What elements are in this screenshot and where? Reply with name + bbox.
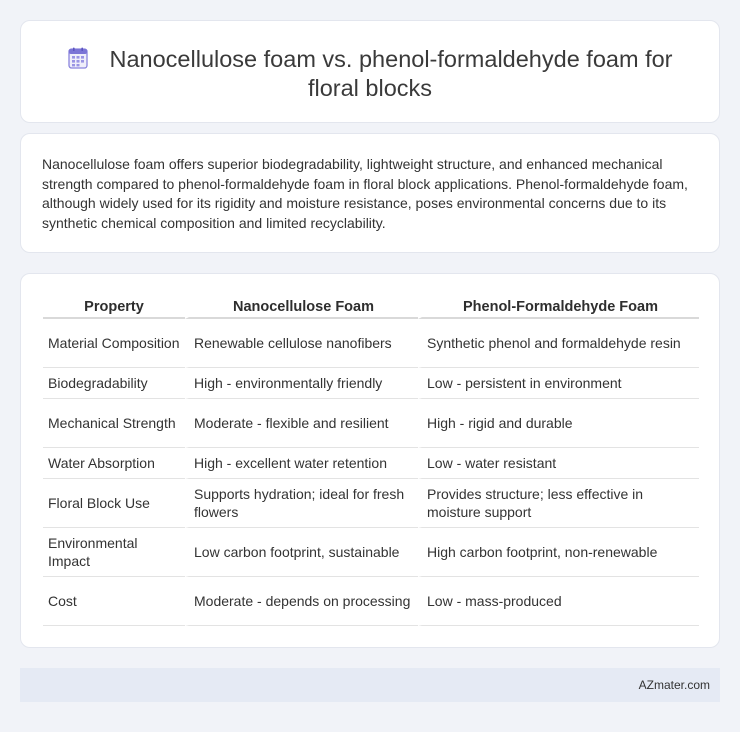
table-row — [43, 319, 699, 368]
row-property: Floral Block Use — [43, 479, 185, 528]
row-property: Cost — [43, 577, 185, 626]
row-property: Material Composition — [43, 319, 185, 368]
row-nanocellulose-value: High - environmentally friendly — [185, 368, 418, 399]
row-nanocellulose-value: Moderate - flexible and resilient — [185, 399, 418, 448]
row-property: Water Absorption — [43, 448, 185, 479]
page-title: Nanocellulose foam vs. phenol-formaldehyde foam for floral blocks — [109, 46, 673, 101]
footer-bar — [20, 668, 720, 702]
row-property: Mechanical Strength — [43, 399, 185, 448]
row-phenol-formaldehyde-value: Provides structure; less effective in moisture support — [418, 479, 699, 528]
row-phenol-formaldehyde-value: High - rigid and durable — [418, 399, 699, 448]
header-phenol-formaldehyde: Phenol-Formaldehyde Foam — [418, 294, 699, 319]
row-nanocellulose-value: High - excellent water retention — [185, 448, 418, 479]
table-row — [43, 448, 699, 479]
table-row — [43, 479, 699, 528]
table-row — [43, 399, 699, 448]
comparison-table — [43, 294, 699, 626]
row-phenol-formaldehyde-value: High carbon footprint, non-renewable — [418, 528, 699, 577]
table-row — [43, 577, 699, 626]
title-wrap — [21, 45, 719, 103]
footer-site-label: AZmater.com — [638, 678, 710, 692]
row-property: Environmental Impact — [43, 528, 185, 577]
row-phenol-formaldehyde-value: Synthetic phenol and formaldehyde resin — [418, 319, 699, 368]
row-phenol-formaldehyde-value: Low - water resistant — [418, 448, 699, 479]
row-nanocellulose-value: Renewable cellulose nanofibers — [185, 319, 418, 368]
title-card — [20, 20, 720, 123]
comparison-table-card — [20, 273, 720, 648]
table-row — [43, 368, 699, 399]
summary-paragraph: Nanocellulose foam offers superior biodegradability, lightweight structure, and enhanced mechanical strength compared to phenol-formaldehyde foam in floral block applications. Phenol-formaldehyde foam, although widely used for its rigidity and moisture resistance, poses environmental concerns due to its synthetic chemical composition and limited recyclability. — [42, 156, 688, 231]
row-nanocellulose-value: Moderate - depends on processing — [185, 577, 418, 626]
row-phenol-formaldehyde-value: Low - persistent in environment — [418, 368, 699, 399]
row-phenol-formaldehyde-value: Low - mass-produced — [418, 577, 699, 626]
table-header-row — [43, 294, 699, 319]
header-nanocellulose: Nanocellulose Foam — [185, 294, 418, 319]
table-row — [43, 528, 699, 577]
row-nanocellulose-value: Low carbon footprint, sustainable — [185, 528, 418, 577]
row-nanocellulose-value: Supports hydration; ideal for fresh flowers — [185, 479, 418, 528]
header-property: Property — [43, 294, 185, 319]
summary-card — [20, 133, 720, 253]
row-property: Biodegradability — [43, 368, 185, 399]
calendar-grid-icon — [68, 47, 88, 69]
